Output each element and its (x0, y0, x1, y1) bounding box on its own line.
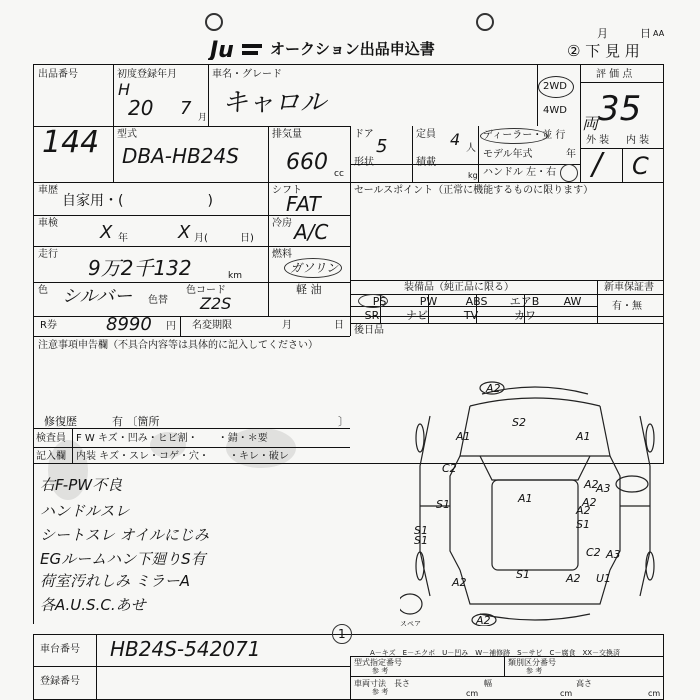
size-label: 車両寸法 (354, 679, 386, 688)
car-name-label: 車名・グレード (212, 69, 282, 80)
model-value: DBA-HB24S (122, 144, 239, 168)
mileage-value: 9万2千132 (88, 256, 192, 280)
damage-mark: A1 (456, 430, 471, 443)
selling-points-label: セールスポイント（正常に機能するものに限ります） (354, 185, 594, 196)
page-mark: 1 (338, 627, 346, 641)
handwritten-note-line: 各A.U.S.C.あせ (40, 596, 146, 614)
inspection-day-unit: 日) (240, 233, 254, 244)
inspection-year-unit: 年 (118, 233, 128, 244)
exterior-value: / (592, 147, 603, 182)
ac-value: A/C (294, 220, 329, 244)
equipment-item: カワ (514, 309, 536, 322)
sheet-title: オークション出品申込書 (270, 40, 435, 58)
lot-label: 出品番号 (38, 69, 78, 80)
smudge (226, 428, 296, 468)
load-label: 積載 (416, 157, 436, 168)
handwritten-note-line: シートスレ オイルにじみ (40, 526, 209, 544)
inspection-year: X (100, 222, 113, 243)
equipment-item: エアB (509, 295, 540, 308)
damage-mark: A2 (566, 572, 581, 585)
equipment-item: PW (419, 295, 438, 308)
inspection-month: X (178, 222, 191, 243)
model-label: 型式 (117, 129, 137, 140)
entry-row-label: 記入欄 (36, 451, 66, 462)
drive-2wd: 2WD (543, 81, 567, 92)
reg-number-label: 登録番号 (40, 676, 80, 687)
first-reg-label: 初度登録年月 (117, 69, 177, 80)
type-ref-label: 参 考 (372, 667, 389, 675)
fuel-value: ガソリン (290, 261, 339, 275)
interior-value: C (632, 152, 649, 180)
damage-mark: A2 (584, 478, 599, 491)
after-label: 後日品 (354, 325, 384, 336)
door-value: 5 (376, 136, 388, 157)
size-ref-label: 参 考 (372, 688, 389, 696)
first-reg-year: 20 (128, 96, 154, 120)
repair-label: 修復歴 (44, 415, 77, 428)
fuel-label: 燃料 (272, 249, 292, 260)
repair-value: 有 〔箇所 (112, 415, 160, 428)
equipment-item: AW (563, 295, 582, 308)
damage-mark: A2 (452, 576, 467, 589)
grade-label: 評 価 点 (596, 69, 633, 80)
damage-mark: A1 (518, 492, 533, 505)
height-unit: cm (648, 689, 661, 698)
damage-mark: S1 (516, 568, 530, 581)
capacity-label: 定員 (416, 129, 436, 140)
mileage-label: 走行 (38, 249, 58, 260)
car-name-value: キャロル (222, 88, 327, 118)
equipment-item: SR (364, 309, 380, 322)
drive-2wd-circle (538, 76, 574, 98)
exterior-label: 外 装 (586, 135, 610, 146)
first-reg-era: H (118, 80, 131, 99)
damage-mark: A1 (576, 430, 591, 443)
damage-mark: S1 (576, 518, 590, 531)
history-label: 車歴 (38, 185, 58, 196)
smudge (150, 432, 186, 458)
class-ref-label: 参 考 (526, 667, 543, 675)
transfer-day: 日 (334, 320, 344, 331)
damage-mark: A2 (486, 382, 501, 395)
shift-value: FAT (286, 192, 321, 216)
first-reg-month-unit: 月 (198, 113, 208, 123)
date-month-label: 月 (597, 27, 608, 40)
grade-prefix: 両 (582, 114, 599, 133)
first-reg-month: 7 (180, 98, 192, 119)
history-value: 自家用・( ) (62, 193, 213, 209)
damage-mark: C2 (586, 546, 601, 559)
recycle-value: 8990 (106, 314, 152, 335)
page-mark-circle (332, 624, 352, 644)
equipment-item: PS (372, 295, 387, 308)
ac-label: 冷房 (272, 218, 292, 229)
grade-value: 35 (598, 89, 642, 129)
load-unit: kg (468, 171, 478, 180)
inspection-month-unit: 月( (194, 233, 208, 244)
damage-mark: S1 (436, 498, 450, 511)
displacement-label: 排気量 (272, 129, 302, 140)
interior-label: 内 装 (626, 135, 650, 146)
inspector-row-items: F W キズ・凹み・ヒビ割・ ・錆・＊要 (76, 433, 268, 444)
svg-text:Ju: Ju (210, 38, 234, 60)
mileage-unit: km (228, 271, 242, 281)
notes-label: 注意事項申告欄（不具合内容等は具体的に記入してください） (38, 340, 318, 351)
damage-mark: S1 (414, 524, 428, 537)
height-label: 高さ (576, 679, 592, 688)
lot-value: 144 (42, 125, 100, 160)
date-suffix: AA (653, 29, 665, 38)
damage-mark: C2 (442, 462, 457, 475)
handwritten-note-line: ハンドルスレ (40, 502, 130, 520)
equipment-item: ナビ (406, 309, 428, 322)
model-year-label: モデル年式 (483, 149, 533, 160)
spare-label: スペア (400, 620, 421, 626)
inspection-label: 車検 (38, 218, 58, 229)
equipment-item: ABS (465, 295, 488, 308)
handle-right-circle (560, 164, 578, 182)
ps-circle (358, 294, 388, 308)
length-label: 長さ (394, 679, 410, 688)
punch-hole-left (205, 13, 223, 31)
recycle-label: R券 (40, 320, 57, 331)
recycle-unit: 円 (166, 321, 176, 332)
car-damage-diagram (400, 376, 670, 626)
damage-mark: U1 (596, 572, 612, 585)
width-label: 幅 (484, 679, 492, 688)
warranty-label: 新車保証書 (604, 282, 654, 293)
capacity-value: 4 (450, 130, 461, 149)
class-number-label: 類別区分番号 (508, 658, 556, 667)
color-label: 色 (38, 285, 48, 296)
copy-label: ② 下 見 用 (567, 42, 640, 60)
width-unit: cm (560, 689, 573, 698)
capacity-unit: 人 (466, 143, 476, 154)
shape-label: 形状 (354, 157, 374, 168)
transfer-month: 月 (282, 320, 292, 331)
color-code-label: 色コード (186, 285, 226, 296)
color-value: シルバー (62, 286, 133, 307)
color-code-value: Z2S (200, 294, 232, 313)
dealer-label: ディーラー・並 行 (483, 130, 566, 141)
shift-label: シフト (272, 185, 302, 196)
displacement-unit: cc (334, 169, 344, 179)
repair-close-bracket: 〕 (338, 415, 349, 428)
damage-mark: A3 (596, 482, 611, 495)
brand-logo (208, 38, 266, 60)
displacement-value: 660 (286, 150, 328, 175)
damage-mark: A2 (576, 504, 591, 517)
handle-label: ハンドル 左・右 (483, 167, 557, 178)
dealer-circle (480, 128, 548, 144)
warranty-value: 有・無 (612, 301, 642, 312)
repaint-label: 色替 (148, 295, 168, 306)
transfer-label: 名変期限 (192, 320, 232, 331)
damage-mark: S1 (414, 534, 428, 547)
damage-mark: A3 (606, 548, 621, 561)
type-number-label: 型式指定番号 (354, 658, 402, 667)
handwritten-note-line: EGルームハン下廻りS有 (40, 550, 206, 568)
handwritten-note-line: 荷室汚れしみ ミラーA (40, 572, 191, 590)
chassis-label: 車台番号 (40, 644, 80, 655)
equipment-title: 装備品（純正品に限る） (404, 282, 514, 293)
model-year-unit: 年 (566, 149, 576, 160)
handwritten-note-line: 右F-PW不良 (40, 476, 123, 494)
equipment-item: TV (463, 309, 479, 322)
drive-4wd: 4WD (543, 105, 567, 116)
damage-mark: S2 (512, 416, 526, 429)
damage-legend: A－キズ E－エクボ U－凹み W－補修跡 S－サビ C－腐食 XX－交換済 (370, 649, 621, 657)
damage-mark: A2 (582, 496, 597, 509)
entry-row-items: 内装 キズ・スレ・コゲ・穴・ ・キレ・破レ (76, 451, 289, 462)
punch-hole-right (476, 13, 494, 31)
chassis-value: HB24S-542071 (110, 637, 261, 661)
damage-mark: A2 (476, 614, 491, 626)
inspector-row-label: 検査員 (36, 433, 66, 444)
fuel-option: 軽 油 (296, 283, 322, 296)
length-unit: cm (466, 689, 479, 698)
door-label: ドア (354, 129, 374, 140)
date-day-label: 日 (640, 27, 651, 40)
